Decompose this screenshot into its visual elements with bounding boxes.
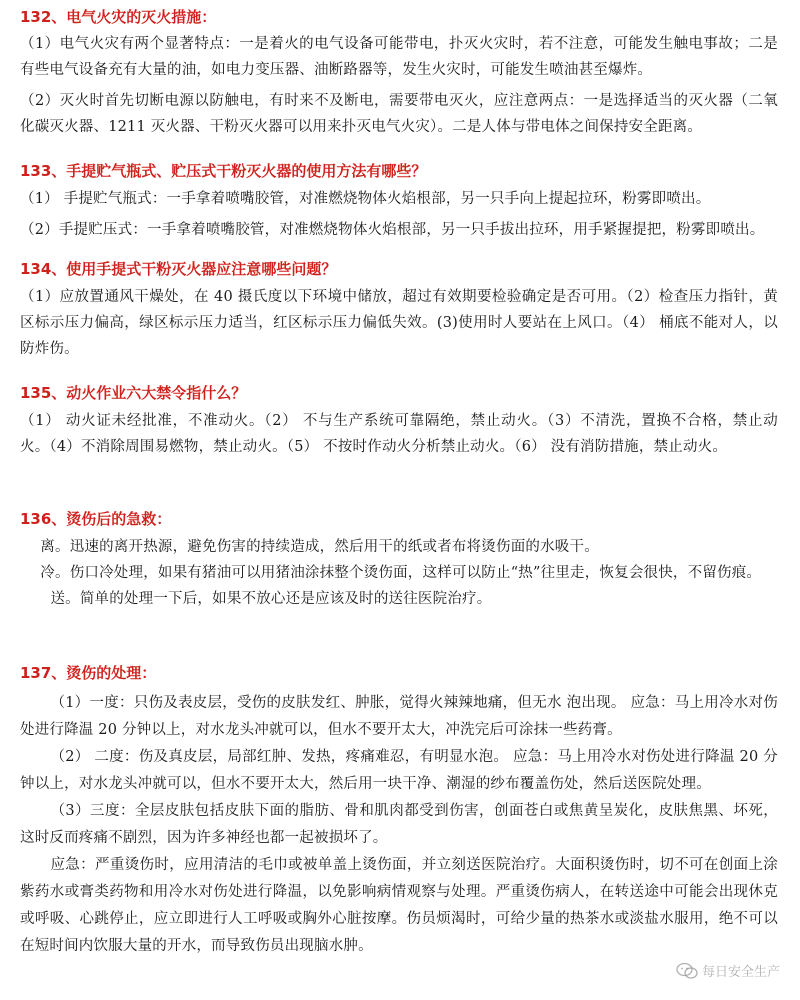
section-136-body: [20, 534, 778, 612]
section-137-body: [20, 690, 778, 960]
section-134-paragraph-1: （1）应放置通风干燥处，在 40 摄氏度以下环境中储放，超过有效期要检验确定是否可用。（2）检查压力指针，黄区标示压力偏高，绿区标示压力适当，红区标示压力偏低失效。(3)使用时人要站在上风口。（4） 桶底不能对人，以防炸伤。: [20, 289, 778, 357]
section-136-paragraph-1: 离。迅速的离开热源，避免伤害的持续造成，然后用干的纸或者布将烫伤面的水吸干。: [40, 539, 599, 555]
section-132-paragraph-1: （1）电气火灾有两个显著特点：一是着火的电气设备可能带电，扑灭火灾时，若不注意，可能发生触电事故；二是有些电气设备充有大量的油，如电力变压器、油断路器等，发生火灾时，可能发生喷油甚至爆炸。: [20, 36, 778, 78]
section-134-body: [20, 284, 778, 362]
section-133-paragraph-1: （1） 手提贮气瓶式：一手拿着喷嘴胶管，对准燃烧物体火焰根部，另一只手向上提起拉环，粉雾即喷出。: [20, 191, 711, 207]
section-133-paragraph-2: （2）手提贮压式：一手拿着喷嘴胶管，对准燃烧物体火焰根部，另一只手拔出拉环，用手紧握提把，粉雾即喷出。: [20, 222, 765, 238]
section-137-paragraph-1: （1）一度：只伤及表皮层，受伤的皮肤发红、肿胀，觉得火辣辣地痛，但无水 泡出现。 应急：马上用冷水对伤处进行降温 20 分钟以上，对水龙头冲就可以，但水不要开太大，冲洗完后可涂抹一些药膏。: [20, 695, 778, 738]
watermark-text: 每日安全生产: [701, 965, 780, 980]
section-137-paragraph-3: （3）三度：全层皮肤包括皮肤下面的脂肪、骨和肌肉都受到伤害，创面苍白或焦黄呈炭化，皮肤焦黑、坏死，这时反而疼痛不剧烈，因为许多神经也都一起被损坏了。: [20, 803, 778, 846]
section-132-body: [20, 31, 778, 140]
section-135-paragraph-1: （1） 动火证未经批准，不准动火。（2） 不与生产系统可靠隔绝，禁止动火。（3）不清洗，置换不合格，禁止动火。（4）不消除周围易燃物，禁止动火。（5） 不按时作动火分析禁止动火。（6） 没有消防措施，禁止动火。: [20, 413, 778, 455]
section-136-paragraph-2: 冷。伤口冷处理，如果有猪油可以用猪油涂抹整个烫伤面，这样可以防止“热”往里走，恢复会很快，不留伤痕。: [40, 565, 762, 581]
section-133-heading: 133、手提贮气瓶式、贮压式干粉灭火器的使用方法有哪些？: [20, 162, 427, 180]
section-137-paragraph-4: 应急：严重烫伤时，应用清洁的毛巾或被单盖上烫伤面，并立刻送医院治疗。大面积烫伤时，切不可在创面上涂紫药水或膏类药物和用冷水对伤处进行降温，以免影响病情观察与处理。严重烫伤病人，在转送途中可能会出现休克或呼吸、心跳停止，应立即进行人工呼吸或胸外心脏按摩。伤员烦渴时，可给少量的热茶水或淡盐水服用，绝不可以在短时间内饮服大量的开水，而导致伤员出现脑水肿。: [20, 857, 778, 954]
section-132-heading: 132、电气火灾的灭火措施：: [20, 8, 217, 26]
section-135-heading: 135、动火作业六大禁令指什么？: [20, 384, 247, 402]
section-133-body: [20, 186, 778, 243]
section-134-heading: 134、使用手提式干粉灭火器应注意哪些问题？: [20, 260, 337, 278]
wechat-icon: [676, 962, 698, 980]
section-136-paragraph-3: 送。简单的处理一下后，如果不放心还是应该及时的送往医院治疗。: [50, 591, 492, 607]
section-136-heading: 136、烫伤后的急救：: [20, 510, 172, 528]
section-137-heading: 137、烫伤的处理：: [20, 664, 157, 682]
watermark: [676, 961, 780, 980]
section-132-paragraph-2: （2）灭火时首先切断电源以防触电，有时来不及断电，需要带电灭火，应注意两点：一是选择适当的灭火器（二氧化碳灭火器、1211 灭火器、干粉灭火器可以用来扑灭电气火灾）。二是人体与带电体之间保持安全距离。: [20, 93, 778, 135]
section-135-body: [20, 408, 778, 460]
section-137-paragraph-2: （2） 二度：伤及真皮层，局部红肿、发热，疼痛难忍，有明显水泡。 应急：马上用冷水对伤处进行降温 20 分钟以上，对水龙头冲就可以，但水不要开太大，然后用一块干净、潮湿的纱布覆盖伤处，然后送医院处理。: [20, 749, 778, 792]
